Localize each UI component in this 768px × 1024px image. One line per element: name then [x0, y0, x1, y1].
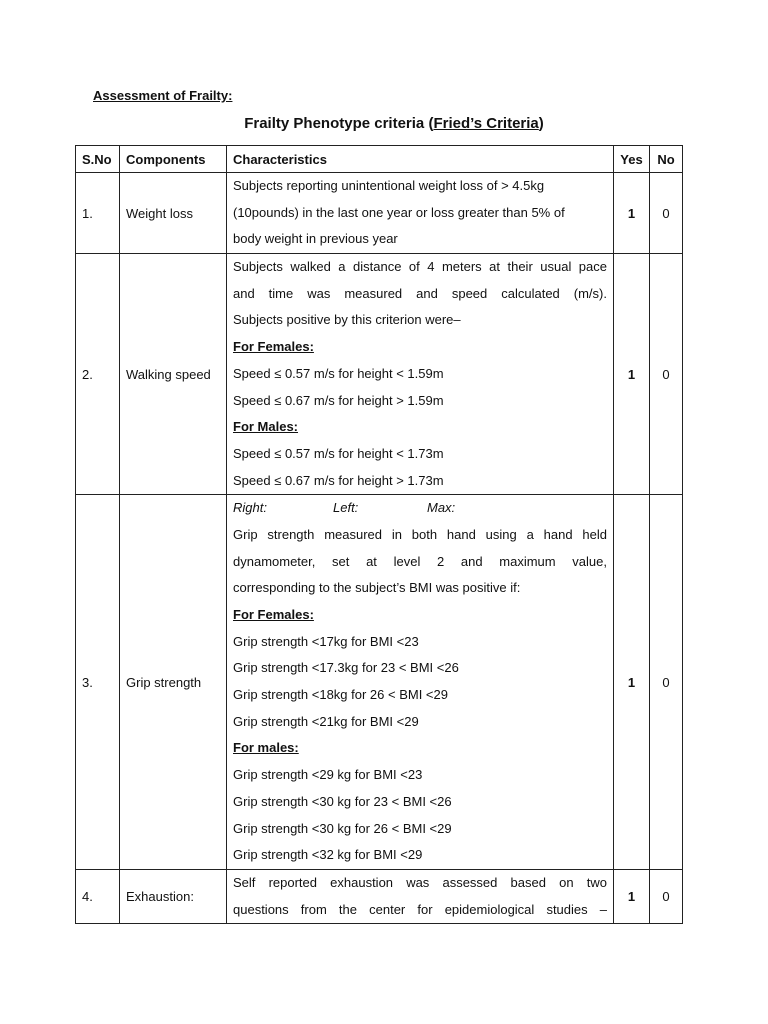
column-header-characteristics: Characteristics [227, 146, 614, 173]
subheading-males: For males: [233, 740, 299, 756]
column-header-yes: Yes [614, 146, 650, 173]
table-title [0, 115, 768, 132]
characteristic-line: and time was measured and speed calculated (m/s). [233, 285, 607, 301]
grip-measurement-header [233, 495, 607, 522]
characteristic-line: Grip strength <29 kg for BMI <23 [233, 767, 423, 783]
title-suffix: ) [538, 115, 544, 132]
characteristic-line: Grip strength <30 kg for 26 < BMI <29 [233, 820, 452, 836]
row-yes-score: 1 [614, 495, 650, 870]
characteristic-line: (10pounds) in the last one year or loss greater than 5% of [233, 204, 565, 220]
row-characteristics [227, 173, 614, 254]
row-component: Weight loss [120, 173, 227, 254]
characteristic-line: Subjects positive by this criterion were– [233, 312, 461, 328]
characteristic-line: questions from the center for epidemiological studies – [233, 901, 607, 917]
characteristic-line: Self reported exhaustion was assessed based on two [233, 874, 607, 890]
characteristic-line: Grip strength <32 kg for BMI <29 [233, 847, 423, 863]
grip-max-label: Max: [427, 500, 456, 516]
subheading-males: For Males: [233, 419, 299, 435]
row-yes-score: 1 [614, 173, 650, 254]
grip-left-label: Left: [333, 500, 359, 516]
characteristic-line: Grip strength measured in both hand using a hand held [233, 526, 607, 542]
row-sno: 3. [76, 495, 120, 870]
row-no-score: 0 [650, 173, 683, 254]
row-sno: 4. [76, 869, 120, 923]
row-no-score: 0 [650, 869, 683, 923]
grip-right-label: Right: [233, 500, 267, 516]
characteristic-line: Grip strength <18kg for 26 < BMI <29 [233, 687, 448, 703]
row-component: Walking speed [120, 254, 227, 495]
subheading-females: For Females: [233, 607, 314, 622]
characteristic-line: Grip strength <17kg for BMI <23 [233, 633, 419, 649]
characteristic-line: dynamometer, set at level 2 and maximum value, [233, 553, 607, 569]
title-prefix: Frailty Phenotype criteria ( [244, 115, 434, 132]
table-row [76, 495, 683, 870]
characteristic-line: Grip strength <21kg for BMI <29 [233, 713, 419, 729]
row-sno: 2. [76, 254, 120, 495]
characteristic-line: Subjects walked a distance of 4 meters at their usual pace [233, 259, 607, 275]
characteristic-line: body weight in previous year [233, 231, 398, 247]
row-yes-score: 1 [614, 869, 650, 923]
frailty-criteria-table [75, 145, 683, 924]
characteristic-line: Subjects reporting unintentional weight loss of > 4.5kg [233, 178, 545, 193]
section-heading: Assessment of Frailty: [93, 88, 233, 103]
column-header-components: Components [120, 146, 227, 173]
row-component: Exhaustion: [120, 869, 227, 923]
characteristic-line: Speed ≤ 0.57 m/s for height < 1.59m [233, 365, 444, 381]
row-no-score: 0 [650, 495, 683, 870]
column-header-sno: S.No [76, 146, 120, 173]
subheading-females: For Females: [233, 339, 314, 355]
row-yes-score: 1 [614, 254, 650, 495]
table-header-row [76, 146, 683, 173]
row-no-score: 0 [650, 254, 683, 495]
table-row [76, 254, 683, 495]
title-criteria-name: Fried’s Criteria [433, 115, 539, 132]
table-row [76, 869, 683, 923]
characteristic-line: Speed ≤ 0.57 m/s for height < 1.73m [233, 445, 444, 461]
characteristic-line: Grip strength <17.3kg for 23 < BMI <26 [233, 660, 459, 676]
row-characteristics [227, 495, 614, 870]
characteristic-line: Grip strength <30 kg for 23 < BMI <26 [233, 793, 452, 809]
characteristic-line: corresponding to the subject’s BMI was positive if: [233, 580, 521, 596]
table-row [76, 173, 683, 254]
row-characteristics [227, 254, 614, 495]
column-header-no: No [650, 146, 683, 173]
row-characteristics [227, 869, 614, 923]
characteristic-line: Speed ≤ 0.67 m/s for height > 1.59m [233, 392, 444, 408]
row-sno: 1. [76, 173, 120, 254]
row-component: Grip strength [120, 495, 227, 870]
characteristic-line: Speed ≤ 0.67 m/s for height > 1.73m [233, 472, 444, 488]
